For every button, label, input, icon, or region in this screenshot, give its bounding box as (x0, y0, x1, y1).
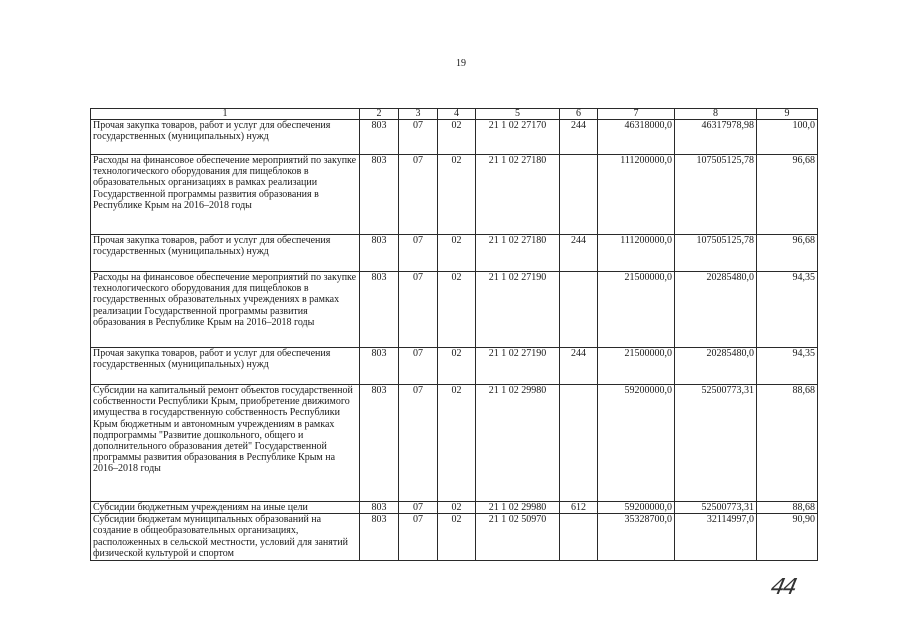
cell-percent: 94,35 (757, 272, 818, 348)
cell-executed-amount: 20285480,0 (675, 348, 757, 385)
cell-expense-type: 244 (560, 348, 598, 385)
budget-table (90, 108, 818, 561)
cell-percent: 88,68 (757, 385, 818, 502)
cell-planned-amount: 21500000,0 (598, 348, 675, 385)
cell-subsection: 02 (438, 348, 476, 385)
cell-expense-type: 244 (560, 120, 598, 155)
cell-executed-amount: 107505125,78 (675, 235, 757, 272)
cell-executed-amount: 52500773,31 (675, 502, 757, 514)
column-header: 5 (476, 109, 560, 120)
cell-target-article: 21 1 02 27170 (476, 120, 560, 155)
cell-percent: 96,68 (757, 155, 818, 235)
cell-ministry-code: 803 (360, 514, 399, 561)
table-row (91, 514, 818, 561)
row-name: Прочая закупка товаров, работ и услуг для обеспечения государственных (муниципальных) нужд (91, 120, 360, 155)
cell-subsection: 02 (438, 120, 476, 155)
cell-executed-amount: 107505125,78 (675, 155, 757, 235)
cell-percent: 100,0 (757, 120, 818, 155)
table-row (91, 348, 818, 385)
cell-expense-type: 244 (560, 235, 598, 272)
column-header: 9 (757, 109, 818, 120)
cell-ministry-code: 803 (360, 272, 399, 348)
cell-percent: 90,90 (757, 514, 818, 561)
cell-target-article: 21 1 02 50970 (476, 514, 560, 561)
cell-target-article: 21 1 02 29980 (476, 502, 560, 514)
cell-expense-type (560, 514, 598, 561)
cell-section: 07 (399, 272, 438, 348)
cell-executed-amount: 32114997,0 (675, 514, 757, 561)
cell-planned-amount: 59200000,0 (598, 385, 675, 502)
cell-executed-amount: 52500773,31 (675, 385, 757, 502)
table-row (91, 235, 818, 272)
cell-section: 07 (399, 514, 438, 561)
cell-executed-amount: 20285480,0 (675, 272, 757, 348)
cell-subsection: 02 (438, 235, 476, 272)
cell-section: 07 (399, 120, 438, 155)
page-number: 19 (456, 58, 466, 69)
column-header: 8 (675, 109, 757, 120)
cell-target-article: 21 1 02 27180 (476, 155, 560, 235)
cell-subsection: 02 (438, 502, 476, 514)
cell-expense-type (560, 272, 598, 348)
column-header: 3 (399, 109, 438, 120)
cell-percent: 96,68 (757, 235, 818, 272)
table-row (91, 385, 818, 502)
cell-expense-type (560, 155, 598, 235)
cell-subsection: 02 (438, 155, 476, 235)
cell-planned-amount: 111200000,0 (598, 155, 675, 235)
cell-section: 07 (399, 235, 438, 272)
table-row (91, 272, 818, 348)
row-name: Прочая закупка товаров, работ и услуг для обеспечения государственных (муниципальных) нужд (91, 235, 360, 272)
cell-target-article: 21 1 02 27190 (476, 272, 560, 348)
cell-ministry-code: 803 (360, 502, 399, 514)
table-row (91, 502, 818, 514)
cell-subsection: 02 (438, 385, 476, 502)
row-name: Расходы на финансовое обеспечение мероприятий по закупке технологического оборудования для пищеблоков в государственных образовательных учреждениях в рамках реализации Государственной программы развития образования в Республике Крым на 2016–2018 годы (91, 272, 360, 348)
column-header: 2 (360, 109, 399, 120)
cell-subsection: 02 (438, 272, 476, 348)
cell-section: 07 (399, 155, 438, 235)
cell-executed-amount: 46317978,98 (675, 120, 757, 155)
cell-ministry-code: 803 (360, 235, 399, 272)
cell-planned-amount: 59200000,0 (598, 502, 675, 514)
cell-ministry-code: 803 (360, 348, 399, 385)
column-header: 7 (598, 109, 675, 120)
cell-percent: 94,35 (757, 348, 818, 385)
cell-target-article: 21 1 02 29980 (476, 385, 560, 502)
cell-planned-amount: 111200000,0 (598, 235, 675, 272)
cell-subsection: 02 (438, 514, 476, 561)
row-name: Субсидии бюджетам муниципальных образований на создание в общеобразовательных организациях, расположенных в сельской местности, условий для занятий физической культурой и спортом (91, 514, 360, 561)
cell-planned-amount: 46318000,0 (598, 120, 675, 155)
cell-section: 07 (399, 385, 438, 502)
cell-target-article: 21 1 02 27180 (476, 235, 560, 272)
handwritten-page-mark: 44 (768, 575, 798, 600)
header-row (91, 109, 818, 120)
cell-section: 07 (399, 502, 438, 514)
row-name: Субсидии на капитальный ремонт объектов государственной собственности Республики Крым, приобретение движимого имущества в государственную собственность Республики Крым бюджетным и автономным учреждениям в рамках подпрограммы "Развитие дошкольного, общего и дополнительного образования детей" Государственной программы развития образования в Республике Крым на 2016–2018 годы (91, 385, 360, 502)
cell-section: 07 (399, 348, 438, 385)
column-header: 4 (438, 109, 476, 120)
cell-expense-type: 612 (560, 502, 598, 514)
table-row (91, 155, 818, 235)
table-row (91, 120, 818, 155)
cell-target-article: 21 1 02 27190 (476, 348, 560, 385)
row-name: Расходы на финансовое обеспечение мероприятий по закупке технологического оборудования для пищеблоков в образовательных организациях в рамках реализации Государственной программы развития образования в Республике Крым на 2016–2018 годы (91, 155, 360, 235)
cell-planned-amount: 21500000,0 (598, 272, 675, 348)
cell-ministry-code: 803 (360, 155, 399, 235)
cell-percent: 88,68 (757, 502, 818, 514)
row-name: Субсидии бюджетным учреждениям на иные цели (91, 502, 360, 514)
cell-planned-amount: 35328700,0 (598, 514, 675, 561)
cell-ministry-code: 803 (360, 385, 399, 502)
column-header: 6 (560, 109, 598, 120)
column-header: 1 (91, 109, 360, 120)
row-name: Прочая закупка товаров, работ и услуг для обеспечения государственных (муниципальных) нужд (91, 348, 360, 385)
cell-ministry-code: 803 (360, 120, 399, 155)
cell-expense-type (560, 385, 598, 502)
